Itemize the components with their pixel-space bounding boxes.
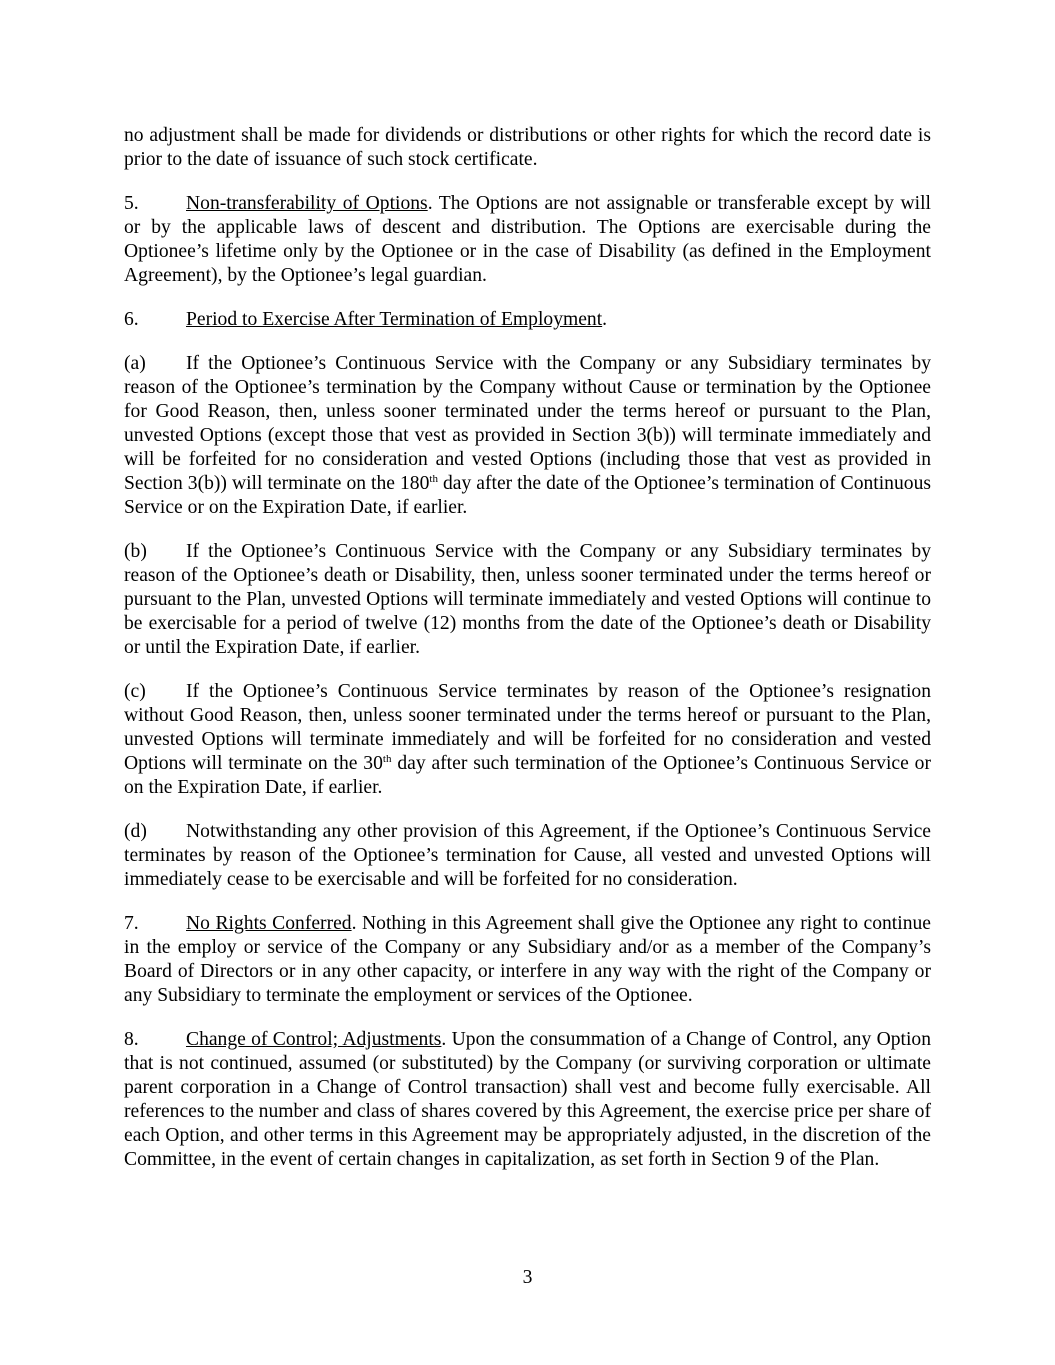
section-5-number: 5. <box>124 193 139 214</box>
section-5 <box>124 192 931 288</box>
section-5-heading: Non-transferability of Options <box>186 193 428 214</box>
section-6-number: 6. <box>124 309 139 330</box>
continuation-paragraph <box>124 124 931 172</box>
section-6-period: . <box>602 309 608 330</box>
section-7-heading: No Rights Conferred <box>186 913 352 934</box>
section-6a-superscript: th <box>429 473 438 485</box>
document-page <box>124 124 931 1172</box>
section-6a <box>124 352 931 520</box>
section-7 <box>124 912 931 1008</box>
section-7-body: . Nothing in this Agreement shall give the Optionee any right to continue in the employ or service of the Company or any Subsidiary and/or as a member of the Company’s Board of Directors or in any other capacity, or interfere in any way with the right of the Company or any Subsidiary to terminate the employment or services of the Optionee. <box>124 913 931 1006</box>
section-8-number: 8. <box>124 1029 139 1050</box>
section-6a-text-part1: If the Optionee’s Continuous Service with the Company or any Subsidiary terminates by reason of the Optionee’s termination by the Company without Cause or termination by the Optionee for Good Reason, then, unless sooner terminated under the terms hereof or pursuant to the Plan, unvested Options (except those that vest as provided in Section 3(b)) will terminate immediately and will be forfeited for no consideration and vested Options (including those that vest as provided in Section 3(b)) will terminate on the 180 <box>124 353 931 494</box>
section-6a-label: (a) <box>124 353 146 374</box>
page-number: 3 <box>522 1267 533 1288</box>
section-6d-text: Notwithstanding any other provision of this Agreement, if the Optionee’s Continuous Service terminates by reason of the Optionee’s termination for Cause, all vested and unvested Options will immediately cease to be exercisable and will be forfeited for no consideration. <box>124 821 931 890</box>
section-7-number: 7. <box>124 913 139 934</box>
section-6c-text-part1: If the Optionee’s Continuous Service terminates by reason of the Optionee’s resignation without Good Reason, then, unless sooner terminated under the terms hereof or pursuant to the Plan, unvested Options will terminate immediately and will be forfeited for no consideration and vested Options will terminate on the 30 <box>124 681 931 774</box>
section-6b-text: If the Optionee’s Continuous Service with the Company or any Subsidiary terminates by reason of the Optionee’s death or Disability, then, unless sooner terminated under the terms hereof or pursuant to the Plan, unvested Options will terminate immediately and vested Options will continue to be exercisable for a period of twelve (12) months from the date of the Optionee’s death or Disability or until the Expiration Date, if earlier. <box>124 541 931 658</box>
section-6b-label: (b) <box>124 541 147 562</box>
section-6c-label: (c) <box>124 681 146 702</box>
section-8-body: . Upon the consummation of a Change of Control, any Option that is not continued, assumed (or substituted) by the Company (or surviving corporation or ultimate parent corporation in a Change of Control transaction) shall vest and become fully exercisable. All references to the number and class of shares covered by this Agreement, the exercise price per share of each Option, and other terms in this Agreement may be appropriately adjusted, in the discretion of the Committee, in the event of certain changes in capitalization, as set forth in Section 9 of the Plan. <box>124 1029 931 1170</box>
section-6a-text-part2: day after the date of the Optionee’s termination of Continuous Service or on the Expiration Date, if earlier. <box>124 473 931 518</box>
section-8-heading: Change of Control; Adjustments <box>186 1029 442 1050</box>
section-6d-label: (d) <box>124 821 147 842</box>
section-6c-text-part2: day after such termination of the Optionee’s Continuous Service or on the Expiration Date, if earlier. <box>124 753 931 798</box>
section-6b <box>124 540 931 660</box>
section-5-body: . The Options are not assignable or transferable except by will or by the applicable laws of descent and distribution. The Options are exercisable during the Optionee’s lifetime only by the Optionee or in the case of Disability (as defined in the Employment Agreement), by the Optionee’s legal guardian. <box>124 193 931 286</box>
continuation-text: no adjustment shall be made for dividends or distributions or other rights for which the record date is prior to the date of issuance of such stock certificate. <box>124 125 931 170</box>
section-6-heading: Period to Exercise After Termination of Employment <box>186 309 603 330</box>
section-8 <box>124 1028 931 1172</box>
section-6d <box>124 820 931 892</box>
section-6c <box>124 680 931 800</box>
section-6 <box>124 308 931 332</box>
section-6c-superscript: th <box>382 753 392 765</box>
